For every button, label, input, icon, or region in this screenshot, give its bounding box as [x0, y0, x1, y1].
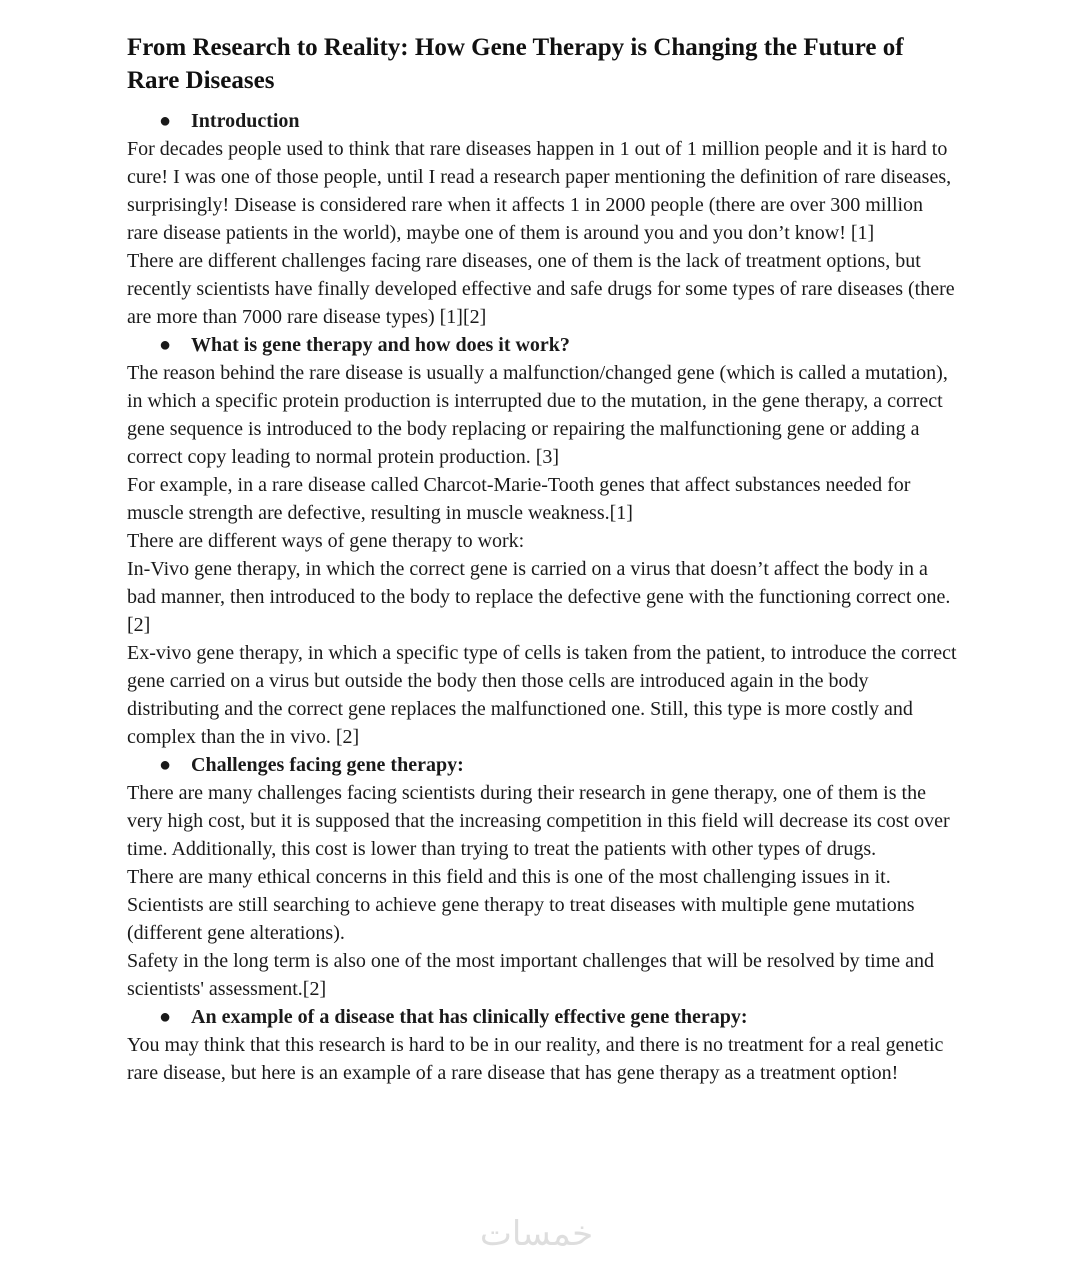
paragraph: For example, in a rare disease called Charcot-Marie-Tooth genes that affect substances needed for muscle strength are defective, resulting in muscle weakness.[1] — [127, 474, 911, 524]
paragraph: The reason behind the rare disease is usually a malfunction/changed gene (which is called a mutation), in which a specific protein production is interrupted due to the mutation, in the gene therapy, a correct gene sequence is introduced to the body replacing or repairing the malfunctioning gene or adding a correct copy leading to normal protein production. [3] — [127, 362, 948, 468]
bullet-icon: ● — [159, 110, 172, 132]
paragraph: Safety in the long term is also one of the most important challenges that will be resolved by time and scientists' assessment.[2] — [127, 950, 935, 1000]
section-heading-text: Introduction — [191, 110, 300, 132]
section-heading-text: Challenges facing gene therapy: — [191, 754, 464, 776]
bullet-icon: ● — [159, 334, 172, 356]
paragraph: There are different ways of gene therapy to work: — [127, 530, 525, 552]
article-title: From Research to Reality: How Gene Therapy is Changing the Future of Rare Diseases — [127, 34, 904, 94]
paragraph: Ex-vivo gene therapy, in which a specific type of cells is taken from the patient, to introduce the correct gene carried on a virus but outside the body then those cells are introduced again in the body distributing and the correct gene replaces the malfunctioned one. Still, this type is more costly and complex than the in vivo. [2] — [127, 642, 957, 748]
paragraph: Scientists are still searching to achieve gene therapy to treat diseases with multiple gene mutations (different gene alterations). — [127, 894, 915, 944]
section-heading-challenges — [127, 751, 957, 779]
section-heading-gene-therapy — [127, 331, 957, 359]
document-page — [127, 31, 957, 1087]
paragraph: You may think that this research is hard to be in our reality, and there is no treatment for a real genetic rare disease, but here is an example of a rare disease that has gene therapy as a treatment option! — [127, 1034, 944, 1084]
paragraph: There are many challenges facing scientists during their research in gene therapy, one of them is the very high cost, but it is supposed that the increasing competition in this field will decrease its cost over time. Additionally, this cost is lower than trying to treat the patients with other types of drugs. — [127, 782, 950, 860]
section-heading-example — [127, 1003, 957, 1031]
bullet-icon: ● — [159, 754, 172, 776]
paragraph: There are many ethical concerns in this field and this is one of the most challenging issues in it. — [127, 866, 891, 888]
section-heading-introduction — [127, 107, 957, 135]
section-heading-text: An example of a disease that has clinically effective gene therapy: — [191, 1006, 748, 1028]
paragraph: There are different challenges facing rare diseases, one of them is the lack of treatment options, but recently scientists have finally developed effective and safe drugs for some types of rare diseases (there are more than 7000 rare disease types) [1][2] — [127, 250, 955, 328]
paragraph: In-Vivo gene therapy, in which the correct gene is carried on a virus that doesn’t affect the body in a bad manner, then introduced to the body to replace the defective gene with the functioning correct one. [2] — [127, 558, 951, 636]
bullet-icon: ● — [159, 1006, 172, 1028]
watermark-logo: خمسات — [479, 1214, 594, 1254]
section-heading-text: What is gene therapy and how does it work? — [191, 334, 570, 356]
paragraph: For decades people used to think that rare diseases happen in 1 out of 1 million people and it is hard to cure! I was one of those people, until I read a research paper mentioning the definition of rare diseases, surprisingly! Disease is considered rare when it affects 1 in 2000 people (there are over 300 million rare disease patients in the world), maybe one of them is around you and you don’t know! [1] — [127, 138, 952, 244]
